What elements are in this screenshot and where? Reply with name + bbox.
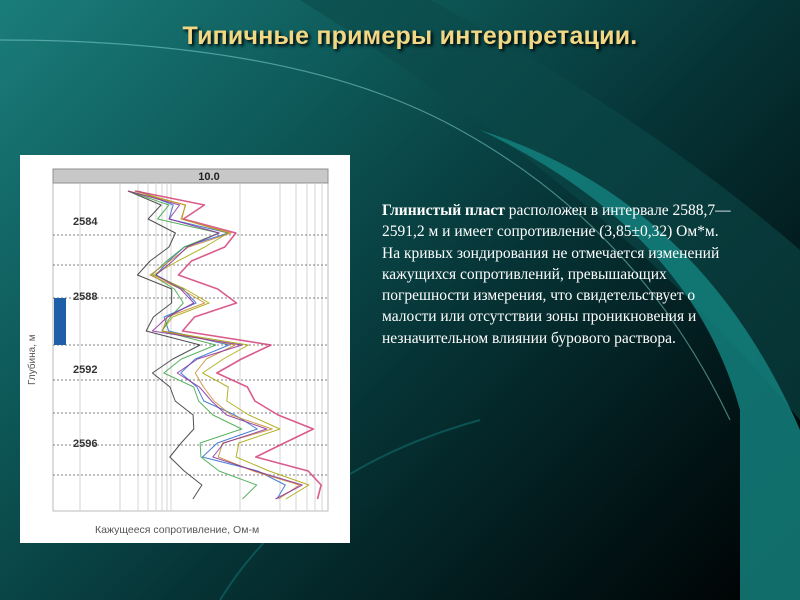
header-bar <box>53 169 328 183</box>
slide-title: Типичные примеры интерпретации. <box>182 22 638 50</box>
depth-label: 2588 <box>73 291 98 303</box>
depth-axis-label: Глубина, м <box>27 334 38 385</box>
description-text <box>382 200 732 349</box>
depth-label: 2584 <box>73 216 98 228</box>
clay-layer-marker <box>54 298 66 345</box>
header-value: 10.0 <box>198 171 220 183</box>
depth-label: 2596 <box>73 438 98 450</box>
description-body: расположен в интервале 2588,7—2591,2 м и имеет сопротивление (3,85±0,32) Ом*м. На кривых зондирования не отмечается изменений кажущихся сопротивлений, превышающих погрешности измерения, что свидетельствует о малости или отсутствии зоны проникновения и незначительном влиянии бурового раствора. <box>382 202 731 347</box>
depth-label: 2592 <box>73 364 98 376</box>
description-lead: Глинистый пласт <box>382 202 505 219</box>
resistivity-log-figure <box>20 155 350 543</box>
x-axis-label: Кажущееся сопротивление, Ом-м <box>95 524 260 536</box>
